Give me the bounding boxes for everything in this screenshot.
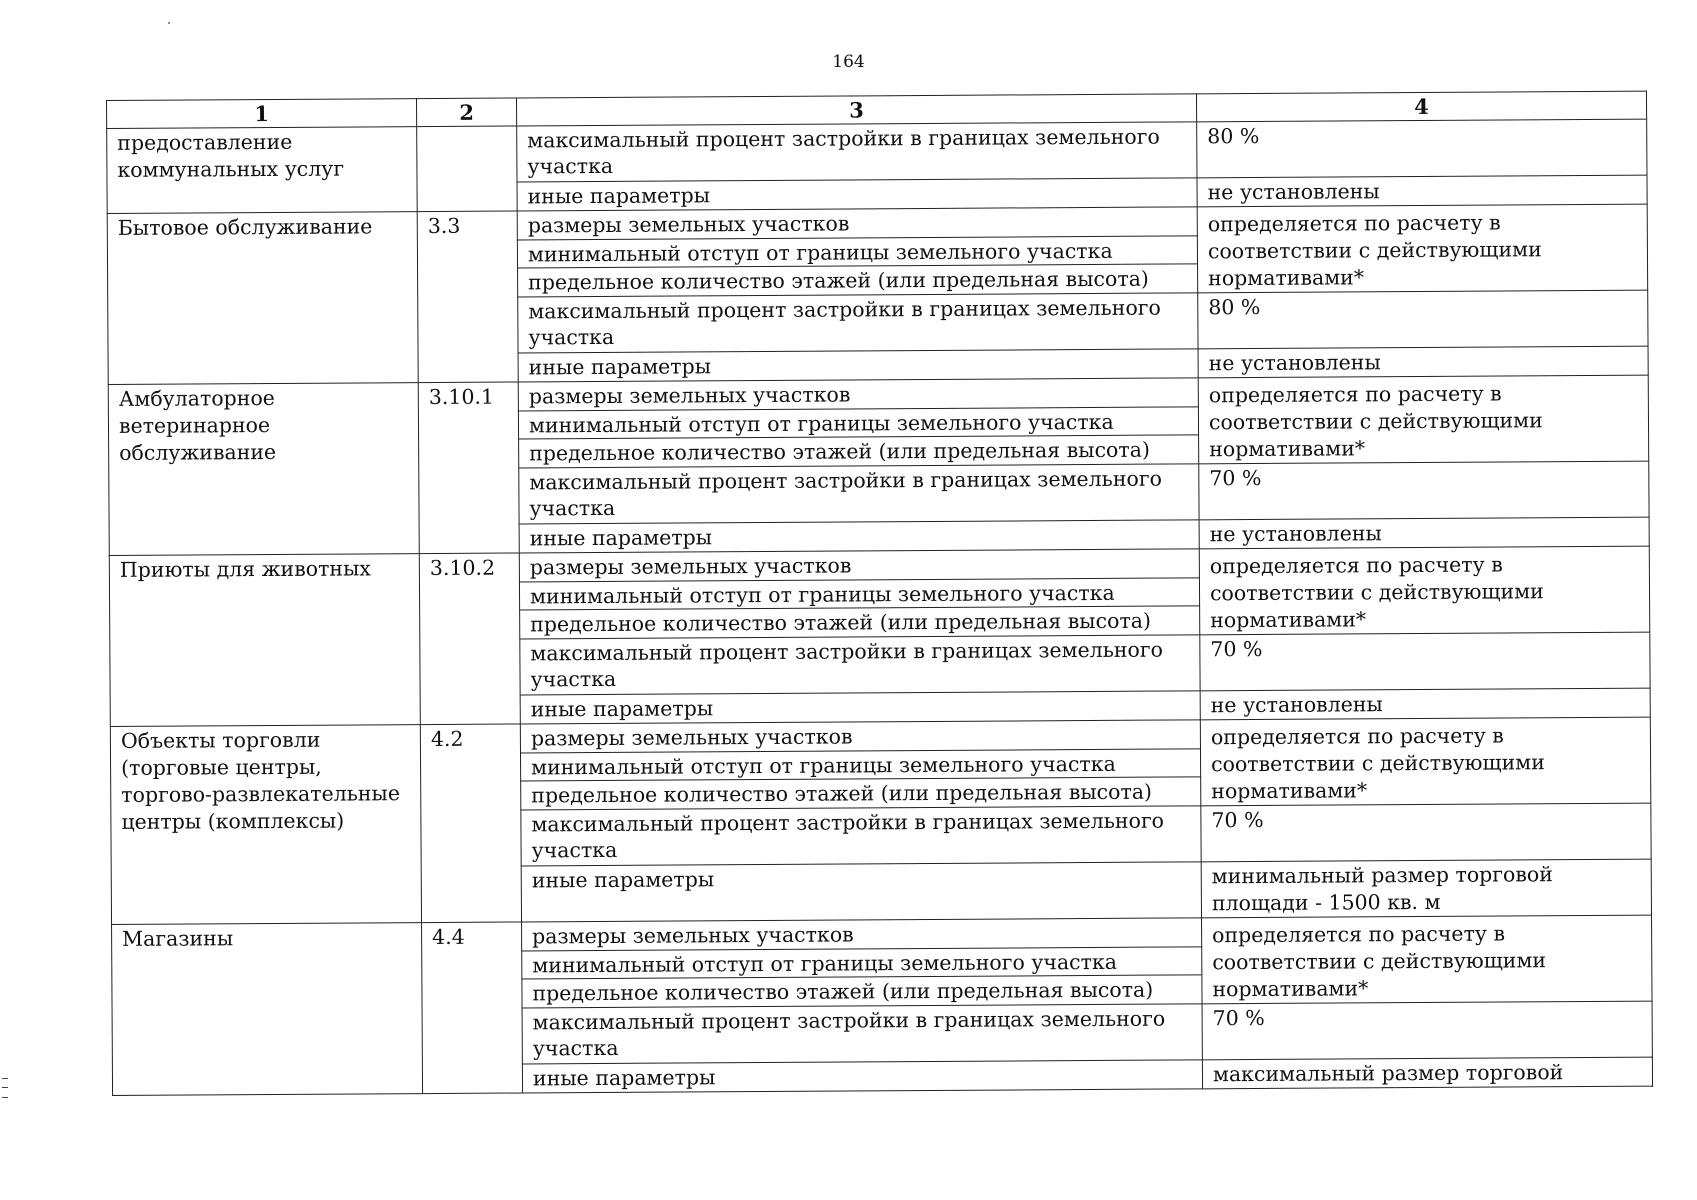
param-cell: предельное количество этажей (или предельная высота) <box>520 606 1200 639</box>
header-col-4: 4 <box>1196 91 1646 122</box>
param-cell: иные параметры <box>519 520 1199 553</box>
use-name: Бытовое обслуживание <box>107 212 418 385</box>
param-cell: размеры земельных участков <box>519 549 1199 582</box>
use-name: предоставление коммунальных услуг <box>107 127 418 214</box>
value-cell: 70 % <box>1200 632 1650 691</box>
param-cell: иные параметры <box>521 862 1201 922</box>
header-col-1: 1 <box>107 99 417 129</box>
value-cell: 70 % <box>1202 1001 1652 1060</box>
use-code: 3.10.1 <box>418 382 519 554</box>
param-cell: размеры земельных участков <box>517 207 1197 240</box>
value-cell: не установлены <box>1199 517 1649 549</box>
table-row <box>107 119 1647 184</box>
param-cell: иные параметры <box>517 178 1197 211</box>
param-cell: максимальный процент застройки в границах земельного участка <box>518 293 1198 353</box>
param-cell: размеры земельных участков <box>522 918 1202 951</box>
value-cell: 80 % <box>1197 119 1647 178</box>
value-cell: не установлены <box>1198 346 1648 378</box>
value-cell: 80 % <box>1198 290 1648 349</box>
param-cell: максимальный процент застройки в границах земельного участка <box>517 122 1197 182</box>
param-cell: максимальный процент застройки в границах земельного участка <box>522 1004 1202 1064</box>
use-code: 3.3 <box>417 211 518 383</box>
regulations-table <box>106 91 1653 1096</box>
value-cell: определяется по расчету в соответствии с действующими нормативами* <box>1197 204 1648 293</box>
use-name: Приюты для животных <box>109 554 420 727</box>
use-code: 3.10.2 <box>419 553 520 725</box>
param-cell: иные параметры <box>520 691 1200 724</box>
param-cell: максимальный процент застройки в границах земельного участка <box>519 464 1199 524</box>
param-cell: размеры земельных участков <box>518 378 1198 411</box>
value-cell: определяется по расчету в соответствии с действующими нормативами* <box>1200 717 1651 806</box>
value-cell: максимальный размер торговой <box>1202 1057 1652 1089</box>
use-code <box>417 126 518 212</box>
param-cell: максимальный процент застройки в границах земельного участка <box>521 806 1201 866</box>
header-col-3: 3 <box>516 94 1196 126</box>
param-cell: иные параметры <box>522 1060 1202 1093</box>
use-code: 4.4 <box>422 922 523 1094</box>
use-name: Объекты торговли (торговые центры, торгово-развлекательные центры (комплексы) <box>110 725 421 925</box>
use-code: 4.2 <box>420 724 521 923</box>
value-cell: минимальный размер торговой площади - 1500 кв. м <box>1201 859 1651 918</box>
param-cell: минимальный отступ от границы земельного участка <box>517 235 1197 268</box>
page-number: 164 <box>832 52 865 72</box>
param-cell: минимальный отступ от границы земельного участка <box>520 748 1200 781</box>
value-cell: определяется по расчету в соответствии с действующими нормативами* <box>1199 546 1650 635</box>
value-cell: 70 % <box>1199 461 1649 520</box>
param-cell: минимальный отступ от границы земельного участка <box>518 406 1198 439</box>
param-cell: предельное количество этажей (или предельная высота) <box>519 435 1199 468</box>
param-cell: минимальный отступ от границы земельного участка <box>519 577 1199 610</box>
use-name: Амбулаторное ветеринарное обслуживание <box>108 383 419 556</box>
param-cell: предельное количество этажей (или предельная высота) <box>518 264 1198 297</box>
value-cell: определяется по расчету в соответствии с действующими нормативами* <box>1202 915 1653 1004</box>
margin-mark <box>2 1078 8 1098</box>
value-cell: 70 % <box>1201 803 1651 862</box>
param-cell: предельное количество этажей (или предельная высота) <box>521 777 1201 810</box>
header-col-2: 2 <box>416 98 516 127</box>
param-cell: минимальный отступ от границы земельного участка <box>522 946 1202 979</box>
value-cell: определяется по расчету в соответствии с действующими нормативами* <box>1198 375 1649 464</box>
use-name: Магазины <box>112 923 423 1096</box>
value-cell: не установлены <box>1200 688 1650 720</box>
param-cell: иные параметры <box>518 349 1198 382</box>
scan-speck <box>168 22 170 24</box>
param-cell: предельное количество этажей (или предельная высота) <box>522 975 1202 1008</box>
param-cell: размеры земельных участков <box>520 720 1200 753</box>
param-cell: максимальный процент застройки в границах земельного участка <box>520 635 1200 695</box>
value-cell: не установлены <box>1197 175 1647 207</box>
